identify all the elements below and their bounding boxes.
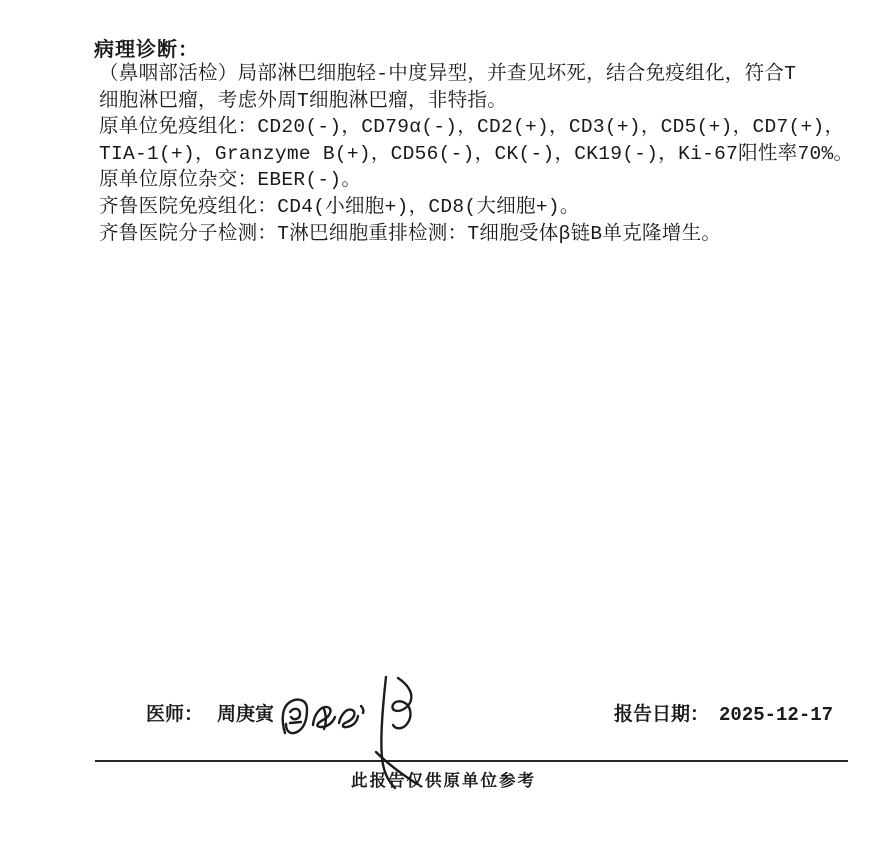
diagnosis-line-5: 原单位原位杂交：EBER(-)。	[99, 169, 362, 192]
report-date-value: 2025-12-17	[719, 704, 834, 726]
section-title-pathology-diagnosis: 病理诊断：	[94, 39, 199, 61]
footer-divider-line	[95, 760, 848, 762]
doctor-name: 周庚寅	[217, 704, 275, 725]
doctor-row	[146, 699, 274, 726]
report-date-row	[614, 699, 833, 726]
diagnosis-line-3: 原单位免疫组化：CD20(-)，CD79α(-)，CD2(+)，CD3(+)，CD5(+)，CD7(+)，	[99, 116, 845, 139]
diagnosis-line-4: TIA-1(+)，Granzyme B(+)，CD56(-)，CK(-)，CK19(-)，Ki-67阳性率70%。	[99, 142, 854, 165]
footer-note: 此报告仅供原单位参考	[351, 772, 536, 790]
doctor-label: 医师：	[146, 704, 204, 725]
handwritten-signature-icon	[276, 662, 436, 792]
diagnosis-line-7: 齐鲁医院分子检测：T淋巴细胞重排检测：T细胞受体β链B单克隆增生。	[99, 222, 722, 245]
diagnosis-line-2: 细胞淋巴瘤，考虑外周T细胞淋巴瘤，非特指。	[99, 89, 508, 112]
diagnosis-text-block	[99, 61, 854, 247]
diagnosis-line-6: 齐鲁医院免疫组化：CD4(小细胞+)，CD8(大细胞+)。	[99, 195, 580, 218]
report-date-label: 报告日期：	[614, 704, 710, 725]
diagnosis-line-1: （鼻咽部活检）局部淋巴细胞轻-中度异型，并查见坏死，结合免疫组化，符合T	[99, 63, 797, 85]
